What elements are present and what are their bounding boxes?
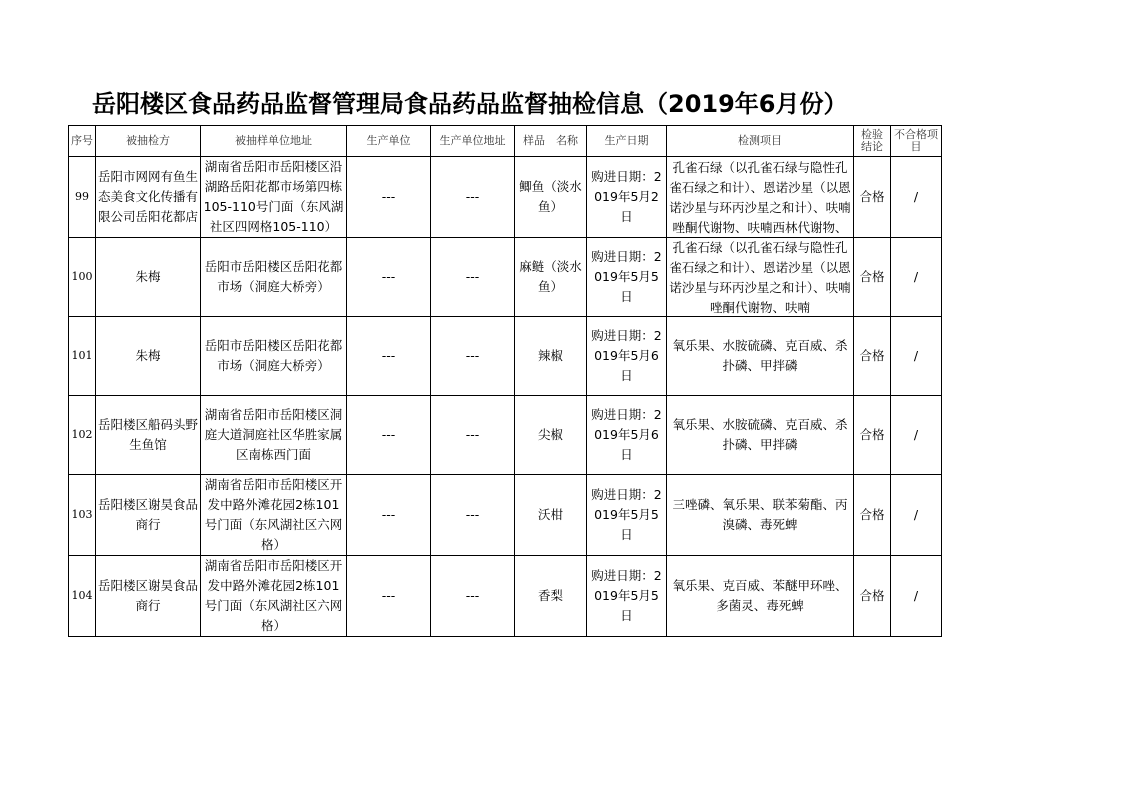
cell-producer-address: ---	[431, 396, 515, 475]
cell-sample: 香梨	[515, 556, 587, 637]
cell-address: 岳阳市岳阳楼区岳阳花都市场（洞庭大桥旁）	[201, 238, 347, 317]
table-row	[69, 396, 942, 475]
cell-producer-address: ---	[431, 157, 515, 238]
column-header-producer-address: 生产单位地址	[431, 126, 515, 157]
cell-sample: 鲫鱼（淡水鱼）	[515, 157, 587, 238]
column-header-address: 被抽样单位地址	[201, 126, 347, 157]
cell-party: 岳阳市网网有鱼生态美食文化传播有限公司岳阳花都店	[96, 157, 201, 238]
inspection-table	[68, 125, 942, 637]
table-header-row	[69, 126, 942, 157]
cell-no: 102	[69, 396, 96, 475]
cell-party: 岳阳楼区谢昊食品商行	[96, 556, 201, 637]
cell-fail: /	[891, 556, 942, 637]
cell-result: 合格	[854, 157, 891, 238]
cell-date: 购进日期：2019年5月6日	[587, 317, 667, 396]
cell-date: 购进日期：2019年5月5日	[587, 475, 667, 556]
table-row	[69, 475, 942, 556]
cell-address: 湖南省岳阳市岳阳楼区洞庭大道洞庭社区华胜家属区南栋西门面	[201, 396, 347, 475]
cell-producer: ---	[347, 238, 431, 317]
column-header-no: 序号	[69, 126, 96, 157]
column-header-party: 被抽检方	[96, 126, 201, 157]
column-header-items: 检测项目	[667, 126, 854, 157]
cell-producer-address: ---	[431, 556, 515, 637]
cell-items	[667, 475, 854, 556]
cell-party: 岳阳楼区船码头野生鱼馆	[96, 396, 201, 475]
cell-producer: ---	[347, 396, 431, 475]
column-header-date: 生产日期	[587, 126, 667, 157]
cell-address: 岳阳市岳阳楼区岳阳花都市场（洞庭大桥旁）	[201, 317, 347, 396]
column-header-result: 检验结论	[854, 126, 891, 157]
cell-date: 购进日期：2019年5月2日	[587, 157, 667, 238]
cell-items	[667, 556, 854, 637]
cell-items-text: 孔雀石绿（以孔雀石绿与隐性孔雀石绿之和计）、恩诺沙星（以恩诺沙星与环丙沙星之和计）、呋喃唑酮代谢物、呋喃	[669, 240, 851, 315]
cell-items-text: 三唑磷、氧乐果、联苯菊酯、丙溴磷、毒死蜱	[672, 497, 848, 532]
cell-items-text: 氧乐果、水胺硫磷、克百威、杀扑磷、甲拌磷	[672, 338, 848, 373]
cell-party: 朱梅	[96, 317, 201, 396]
cell-date: 购进日期：2019年5月5日	[587, 238, 667, 317]
cell-date: 购进日期：2019年5月5日	[587, 556, 667, 637]
cell-fail: /	[891, 396, 942, 475]
cell-no: 104	[69, 556, 96, 637]
cell-address: 湖南省岳阳市岳阳楼区开发中路外滩花园2栋101号门面（东风湖社区六网格）	[201, 556, 347, 637]
column-header-producer: 生产单位	[347, 126, 431, 157]
cell-fail: /	[891, 317, 942, 396]
cell-result: 合格	[854, 556, 891, 637]
cell-no: 101	[69, 317, 96, 396]
cell-producer-address: ---	[431, 238, 515, 317]
cell-sample: 麻鲢（淡水鱼）	[515, 238, 587, 317]
table-row	[69, 157, 942, 238]
cell-items	[667, 157, 854, 238]
page-title: 岳阳楼区食品药品监督管理局食品药品监督抽检信息（2019年6月份）	[92, 90, 848, 118]
table-row	[69, 556, 942, 637]
column-header-fail: 不合格项目	[891, 126, 942, 157]
cell-address: 湖南省岳阳市岳阳楼区开发中路外滩花园2栋101号门面（东风湖社区六网格）	[201, 475, 347, 556]
cell-items	[667, 317, 854, 396]
cell-fail: /	[891, 475, 942, 556]
cell-fail: /	[891, 157, 942, 238]
table-row	[69, 238, 942, 317]
table-row	[69, 317, 942, 396]
cell-date: 购进日期：2019年5月6日	[587, 396, 667, 475]
cell-no: 99	[69, 157, 96, 238]
cell-producer: ---	[347, 556, 431, 637]
cell-result: 合格	[854, 317, 891, 396]
cell-producer-address: ---	[431, 317, 515, 396]
cell-party: 朱梅	[96, 238, 201, 317]
cell-producer: ---	[347, 317, 431, 396]
column-header-sample: 样品 名称	[515, 126, 587, 157]
cell-items	[667, 396, 854, 475]
cell-items-text: 孔雀石绿（以孔雀石绿与隐性孔雀石绿之和计）、恩诺沙星（以恩诺沙星与环丙沙星之和计）、呋喃唑酮代谢物、呋喃西林代谢物、	[669, 160, 851, 235]
cell-producer: ---	[347, 475, 431, 556]
cell-result: 合格	[854, 475, 891, 556]
cell-items-text: 氧乐果、克百威、苯醚甲环唑、多菌灵、毒死蜱	[672, 578, 848, 613]
cell-fail: /	[891, 238, 942, 317]
cell-items-text: 氧乐果、水胺硫磷、克百威、杀扑磷、甲拌磷	[672, 417, 848, 452]
cell-no: 103	[69, 475, 96, 556]
cell-result: 合格	[854, 396, 891, 475]
cell-items	[667, 238, 854, 317]
cell-party: 岳阳楼区谢昊食品商行	[96, 475, 201, 556]
cell-no: 100	[69, 238, 96, 317]
cell-sample: 辣椒	[515, 317, 587, 396]
cell-producer-address: ---	[431, 475, 515, 556]
cell-producer: ---	[347, 157, 431, 238]
cell-sample: 沃柑	[515, 475, 587, 556]
cell-sample: 尖椒	[515, 396, 587, 475]
cell-address: 湖南省岳阳市岳阳楼区沿湖路岳阳花都市场第四栋105-110号门面（东风湖社区四网格105-110）	[201, 157, 347, 238]
cell-result: 合格	[854, 238, 891, 317]
